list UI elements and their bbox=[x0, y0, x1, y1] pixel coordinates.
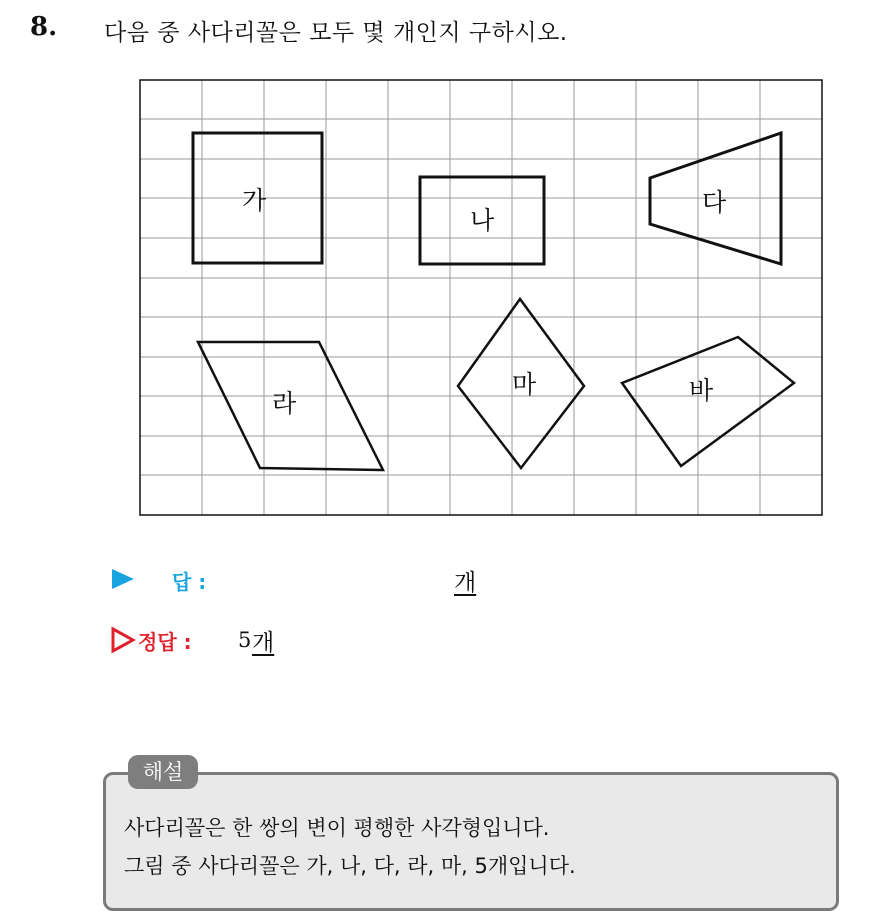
answer-unit[interactable]: 개 bbox=[454, 570, 477, 596]
answer-row bbox=[110, 566, 510, 596]
explanation-line-1: 사다리꼴은 한 쌍의 변이 평행한 사각형입니다. bbox=[124, 816, 550, 840]
question-text: 다음 중 사다리꼴은 모두 몇 개인지 구하시오. bbox=[104, 20, 568, 46]
shapes-grid-figure bbox=[138, 78, 824, 518]
correct-answer-row bbox=[110, 626, 510, 658]
correct-label: 정답 : bbox=[138, 630, 192, 654]
shape-label-ma: 마 bbox=[512, 370, 537, 399]
explanation-line-2: 그림 중 사다리꼴은 가, 나, 다, 라, 마, 5개입니다. bbox=[124, 854, 576, 878]
shape-label-ga: 가 bbox=[242, 186, 267, 215]
grid-border bbox=[140, 80, 822, 515]
grid-lines bbox=[140, 80, 822, 515]
play-triangle-icon bbox=[110, 566, 136, 592]
shape-label-na: 나 bbox=[470, 206, 495, 235]
answer-label: 답 : bbox=[172, 570, 207, 594]
outline-triangle-icon bbox=[110, 626, 136, 654]
correct-unit: 개 bbox=[252, 630, 275, 656]
explanation-tag: 해설 bbox=[128, 755, 198, 789]
shape-label-ra: 라 bbox=[272, 389, 297, 418]
shape-label-da: 다 bbox=[702, 188, 727, 217]
correct-value: 5 bbox=[238, 628, 252, 652]
question-number: 8. bbox=[30, 12, 58, 42]
shape-label-ba: 바 bbox=[689, 376, 714, 405]
